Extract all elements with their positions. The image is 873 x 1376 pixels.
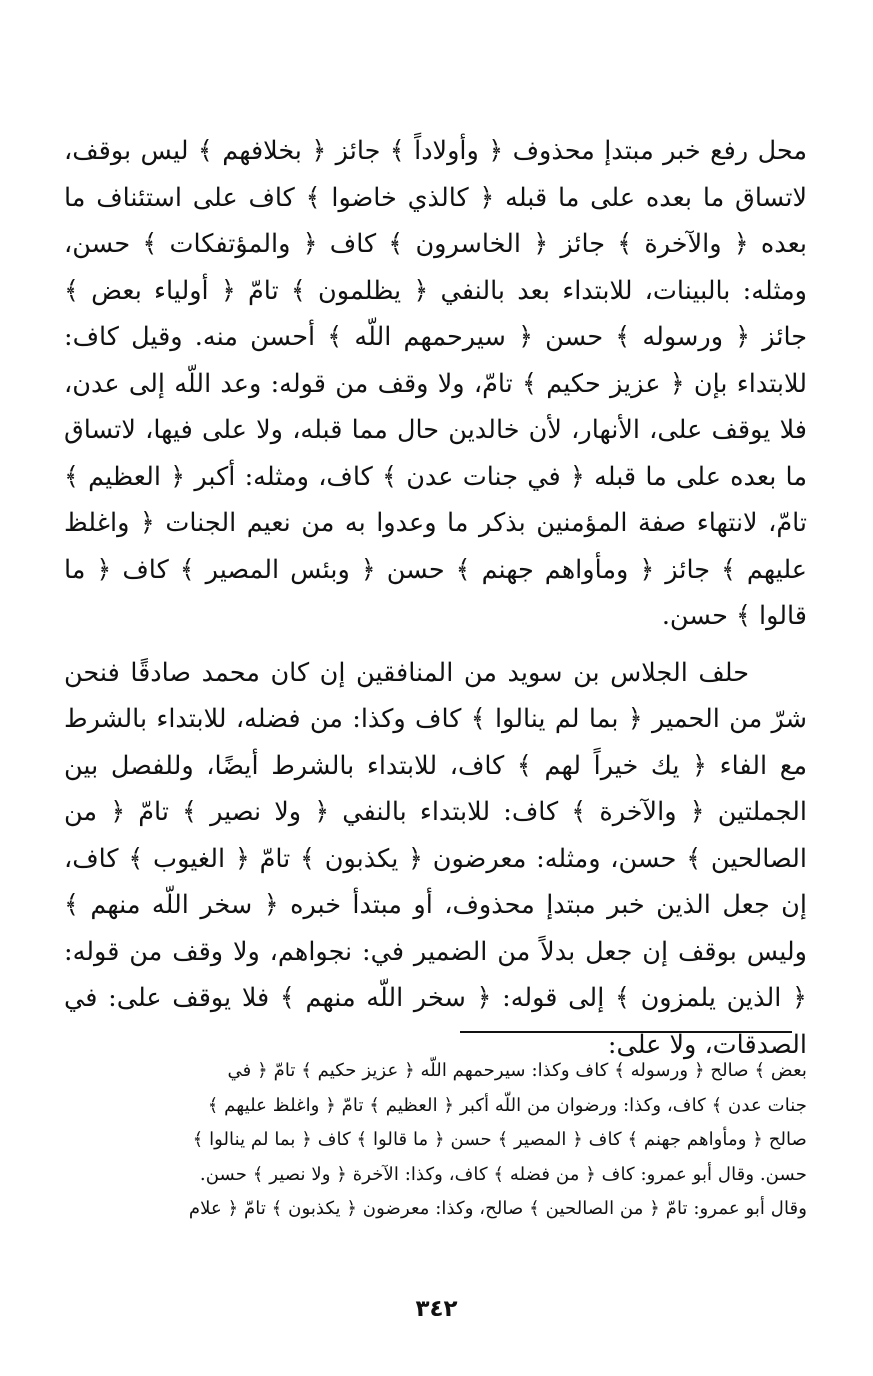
main-text-block [64,128,807,1068]
footnote-line-2: جنات عدن ﴾ كاف، وكذا: ورضوان من اللّه أكبر ﴿ العظيم ﴾ تامّ ﴿ واغلظ عليهم ﴾ [207,1094,807,1116]
footnotes-block [58,1054,807,1227]
paragraph-1: محل رفع خبر مبتدإ محذوف ﴿ وأولاداً ﴾ جائز ﴿ بخلافهم ﴾ ليس بوقف، لاتساق ما بعده على ما قبله ﴿ كالذي خاضوا ﴾ كاف على استئناف ما بعده ﴿ والآخرة ﴾ جائز ﴿ الخاسرون ﴾ كاف ﴿ والمؤتفكات ﴾ حسن، ومثله: بالبينات، للابتداء بعد بالنفي ﴿ يظلمون ﴾ تامّ ﴿ أولياء بعض ﴾ جائز ﴿ ورسوله ﴾ حسن ﴿ سيرحمهم اللّه ﴾ أحسن منه. وقيل كاف: للابتداء بإن ﴿ عزيز حكيم ﴾ تامّ، ولا وقف من قوله: وعد اللّه إلى عدن، فلا يوقف على، الأنهار، لأن خالدين حال مما قبله، ولا على فيها، لاتساق ما بعده على ما قبله ﴿ في جنات عدن ﴾ كاف، ومثله: أكبر ﴿ العظيم ﴾ تامّ، لانتهاء صفة المؤمنين بذكر ما وعدوا به من نعيم الجنات ﴿ واغلظ عليهم ﴾ جائز ﴿ ومأواهم جهنم ﴾ حسن ﴿ وبئس المصير ﴾ كاف ﴿ ما قالوا ﴾ حسن. [64,136,807,631]
page-number: ٣٤٢ [415,1296,458,1322]
footnote-line-1: بعض ﴾ صالح ﴿ ورسوله ﴾ كاف وكذا: سيرحمهم اللّه ﴿ عزيز حكيم ﴾ تامّ ﴿ في [227,1060,807,1081]
footnote-separator [460,1031,792,1033]
footnote-line-4: حسن. وقال أبو عمرو: كاف ﴿ من فضله ﴾ كاف، وكذا: الآخرة ﴿ ولا نصير ﴾ حسن. [199,1163,807,1185]
paragraph-2: حلف الجلاس بن سويد من المنافقين إن كان محمد صادقًا فنحن شرّ من الحمير ﴿ بما لم ينالوا ﴾ كاف وكذا: من فضله، للابتداء بالشرط مع الفاء ﴿ يك خيراً لهم ﴾ كاف، للابتداء بالشرط أيضًا، وللفصل بين الجملتين ﴿ والآخرة ﴾ كاف: للابتداء بالنفي ﴿ ولا نصير ﴾ تامّ ﴿ من الصالحين ﴾ حسن، ومثله: معرضون ﴿ يكذبون ﴾ تامّ ﴿ الغيوب ﴾ كاف، إن جعل الذين خبر مبتدإ محذوف، أو مبتدأ خبره ﴿ سخر اللّه منهم ﴾ وليس بوقف إن جعل بدلاً من الضمير في: نجواهم، ولا وقف من قوله: ﴿ الذين يلمزون ﴾ إلى قوله: ﴿ سخر اللّه منهم ﴾ فلا يوقف على: في الصدقات، ولا على: [64,657,807,1060]
footnote-line-3: صالح ﴿ ومأواهم جهنم ﴾ كاف ﴿ المصير ﴾ حسن ﴿ ما قالوا ﴾ كاف ﴿ بما لم ينالوا ﴾ [192,1129,807,1150]
footnote-line-5: وقال أبو عمرو: تامّ ﴿ من الصالحين ﴾ صالح، وكذا: معرضون ﴿ يكذبون ﴾ تامّ ﴿ علام [188,1198,807,1219]
